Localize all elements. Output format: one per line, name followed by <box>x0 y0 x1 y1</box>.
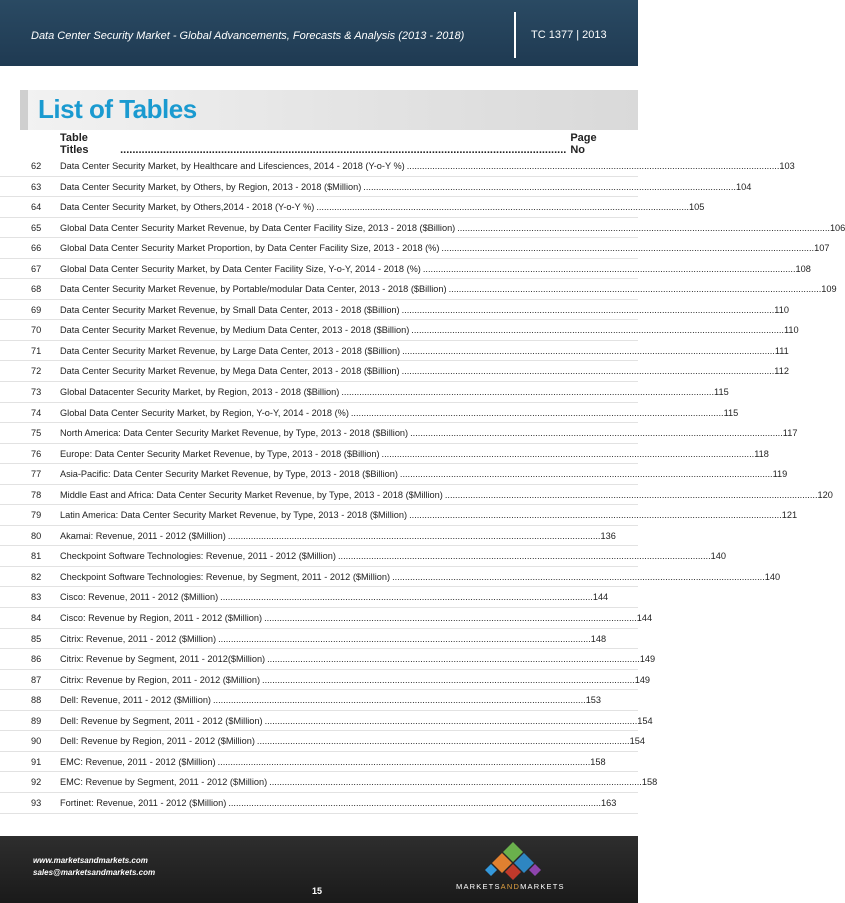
table-title: Data Center Security Market Revenue, by Small Data Center, 2013 - 2018 ($Billion) <box>60 304 400 315</box>
table-entry-row[interactable] <box>0 649 656 670</box>
table-entry-row[interactable] <box>0 403 739 424</box>
leader-dots: .................................................................................................................................................. <box>363 181 736 192</box>
leader-dots: .................................................................................................................................................. <box>410 428 783 439</box>
table-page-number: 107 <box>814 243 830 254</box>
table-entry <box>60 407 739 418</box>
table-title: Data Center Security Market, by Others, by Region, 2013 - 2018 ($Million) <box>60 181 362 192</box>
leader-dots: .................................................................................................................................................. <box>262 674 635 685</box>
table-number: 75 <box>31 428 42 439</box>
table-number: 79 <box>31 510 42 521</box>
report-title: Data Center Security Market - Global Advancements, Forecasts & Analysis (2013 - 2018) <box>31 30 465 42</box>
leader-dots: .................................................................................................................................................. <box>256 736 630 747</box>
leader-dots: .................................................................................................................................................. <box>267 654 640 665</box>
table-column-header <box>60 132 600 156</box>
table-number: 71 <box>31 345 42 356</box>
table-entry <box>60 613 653 624</box>
table-entry-row[interactable] <box>0 197 705 218</box>
table-of-contents-list <box>0 156 845 814</box>
leader-dots: .................................................................................................................................................. <box>341 387 715 398</box>
table-title: Global Data Center Security Market, by Region, Y-o-Y, 2014 - 2018 (%) <box>60 407 349 418</box>
table-number: 62 <box>31 161 42 171</box>
leader-dots: .................................................................................................................................................. <box>402 345 775 356</box>
leader-dots: .................................................................................................................................................. <box>399 469 773 480</box>
table-page-number: 112 <box>774 366 789 377</box>
leader-dots: .................................................................................................................................................. <box>213 695 586 706</box>
leader-dots: .................................................................................................................................................. <box>337 551 711 562</box>
table-number: 80 <box>31 530 42 541</box>
table-page-number: 154 <box>629 736 645 747</box>
table-entry-row[interactable] <box>0 279 837 300</box>
table-page-number: 108 <box>795 263 811 274</box>
table-entry <box>60 797 617 808</box>
table-title: Cisco: Revenue by Region, 2011 - 2012 ($Million) <box>60 613 263 624</box>
leader-dots: .................................................................................................................................................. <box>217 756 591 767</box>
table-entry-row[interactable] <box>0 156 795 177</box>
leader-dots: .................................................................................................................................................. <box>392 571 765 582</box>
table-entry-row[interactable] <box>0 608 653 629</box>
table-title: Citrix: Revenue by Region, 2011 - 2012 ($Million) <box>60 674 261 685</box>
table-number: 63 <box>31 181 42 192</box>
table-entry-row[interactable] <box>0 382 729 403</box>
table-page-number: 140 <box>764 571 781 582</box>
table-entry <box>60 777 658 788</box>
leader-dots: .................................................................................................................................................. <box>264 715 638 726</box>
table-title: Latin America: Data Center Security Market Revenue, by Type, 2013 - 2018 ($Million) <box>60 510 408 521</box>
table-page-number: 140 <box>710 551 726 562</box>
table-title: Citrix: Revenue, 2011 - 2012 ($Million) <box>60 633 217 644</box>
leader-dots: .................................................................................................................................................. <box>422 263 796 274</box>
leader-dots: .................................................................................................................................................. <box>448 284 822 295</box>
table-number: 92 <box>31 777 42 788</box>
table-number: 90 <box>31 736 42 747</box>
leader-dots: .................................................................................................................................................. <box>220 592 593 603</box>
table-title: EMC: Revenue, 2011 - 2012 ($Million) <box>60 756 216 767</box>
table-title: Data Center Security Market, by Others,2014 - 2018 (Y-o-Y %) <box>60 202 315 213</box>
table-title: North America: Data Center Security Market Revenue, by Type, 2013 - 2018 ($Billion) <box>60 428 409 439</box>
table-page-number: 106 <box>829 222 845 233</box>
table-entry <box>60 715 653 726</box>
table-entry-row[interactable] <box>0 464 788 485</box>
table-page-number: 154 <box>637 715 653 726</box>
table-page-number: 144 <box>636 613 653 624</box>
table-number: 84 <box>31 613 42 624</box>
table-entry <box>60 345 789 356</box>
table-entry <box>60 469 788 480</box>
table-entry <box>60 428 798 439</box>
table-entry-row[interactable] <box>0 444 769 465</box>
table-page-number: 148 <box>590 633 607 644</box>
table-title: Data Center Security Market Revenue, by Large Data Center, 2013 - 2018 ($Billion) <box>60 345 401 356</box>
table-title: Dell: Revenue, 2011 - 2012 ($Million) <box>60 695 211 706</box>
leader-dots: .................................................................................................................................................. <box>401 366 775 377</box>
table-entry <box>60 736 645 747</box>
table-number: 76 <box>31 448 42 459</box>
table-number: 81 <box>31 551 42 562</box>
table-number: 67 <box>31 263 42 274</box>
table-entry-row[interactable] <box>0 341 789 362</box>
table-entry-row[interactable] <box>0 177 752 198</box>
table-entry-row[interactable] <box>0 690 638 711</box>
table-number: 93 <box>31 797 42 808</box>
table-entry <box>60 510 798 521</box>
table-title: Europe: Data Center Security Market Revenue, by Type, 2013 - 2018 ($Billion) <box>60 448 380 459</box>
table-page-number: 104 <box>735 181 752 192</box>
leader-dots: .................................................................................................................................................. <box>350 407 724 418</box>
table-entry <box>60 387 729 398</box>
footer-email-link[interactable]: sales@marketsandmarkets.com <box>33 868 156 877</box>
page-number: 15 <box>312 886 323 896</box>
page-title: List of Tables <box>38 94 197 124</box>
table-title: Global Datacenter Security Market, by Region, 2013 - 2018 ($Billion) <box>60 387 340 398</box>
table-page-number: 136 <box>600 530 616 541</box>
table-number: 83 <box>31 592 42 603</box>
table-number: 66 <box>31 243 42 254</box>
table-title: Asia-Pacific: Data Center Security Market Revenue, by Type, 2013 - 2018 ($Billion) <box>60 469 398 480</box>
table-entry-row[interactable] <box>0 505 798 526</box>
table-entry-row[interactable] <box>0 731 645 752</box>
leader-dots: .................................................................................................................................................. <box>411 325 784 336</box>
table-entry <box>60 366 789 377</box>
table-number: 88 <box>31 695 42 706</box>
table-page-number: 120 <box>817 489 833 500</box>
table-number: 72 <box>31 366 42 377</box>
table-entry-row[interactable] <box>0 259 811 280</box>
table-title: Dell: Revenue by Segment, 2011 - 2012 ($Million) <box>60 715 263 726</box>
table-title: Data Center Security Market Revenue, by Mega Data Center, 2013 - 2018 ($Billion) <box>60 366 400 377</box>
table-entry <box>60 448 769 459</box>
table-title: Cisco: Revenue, 2011 - 2012 ($Million) <box>60 592 219 603</box>
leader-dots: .................................................................................................................................................. <box>441 243 815 254</box>
leader-dots: .................................................................................................................................................. <box>381 448 755 459</box>
table-entry <box>60 284 837 295</box>
table-entry-row[interactable] <box>0 567 781 588</box>
table-entry <box>60 181 752 192</box>
table-entry <box>60 633 607 644</box>
table-page-number: 110 <box>783 325 799 336</box>
column-titles-label: Table Titles <box>60 132 89 156</box>
table-entry-row[interactable] <box>0 772 658 793</box>
table-number: 78 <box>31 489 42 500</box>
table-entry-row[interactable] <box>0 485 833 506</box>
table-page-number: 115 <box>714 387 729 398</box>
column-page-label: Page No <box>570 132 597 156</box>
table-page-number: 121 <box>781 510 798 521</box>
table-entry-row[interactable] <box>0 793 638 814</box>
table-entry-row[interactable] <box>0 711 653 732</box>
table-title: Data Center Security Market Revenue, by Portable/modular Data Center, 2013 - 2018 ($Billion) <box>60 284 447 295</box>
table-entry <box>60 592 609 603</box>
table-title: Akamai: Revenue, 2011 - 2012 ($Million) <box>60 530 226 541</box>
table-entry-row[interactable] <box>0 423 798 444</box>
leader-dots: .................................................................................................................................................. <box>227 530 601 541</box>
table-title: Global Data Center Security Market Revenue, by Data Center Facility Size, 2013 - 2018 ($Billion) <box>60 222 456 233</box>
table-entry <box>60 222 845 233</box>
table-entry-row[interactable] <box>0 546 726 567</box>
table-entry-row[interactable] <box>0 320 799 341</box>
table-page-number: 109 <box>821 284 837 295</box>
leader-dots: .................................................................................................................................................. <box>444 489 818 500</box>
leader-dots: .................................................................................................................................................. <box>316 202 689 213</box>
table-entry <box>60 571 781 582</box>
table-page-number: 111 <box>774 345 789 356</box>
table-title: Global Data Center Security Market Proportion, by Data Center Facility Size, 2013 - 2018 (%) <box>60 243 440 254</box>
table-entry-row[interactable] <box>0 218 845 239</box>
table-page-number: 144 <box>592 592 609 603</box>
table-page-number: 158 <box>590 756 606 767</box>
report-code: TC 1377 | 2013 <box>531 29 607 41</box>
table-number: 64 <box>31 202 42 213</box>
table-page-number: 117 <box>782 428 798 439</box>
table-number: 73 <box>31 387 42 398</box>
leader-dots: .................................................................................................................................................. <box>409 510 782 521</box>
table-page-number: 149 <box>639 654 656 665</box>
table-page-number: 119 <box>772 469 788 480</box>
leader-dots: .................................................................................................................................................. <box>406 161 780 171</box>
table-number: 74 <box>31 407 42 418</box>
table-entry <box>60 695 602 706</box>
table-entry-row[interactable] <box>0 300 789 321</box>
table-entry <box>60 304 789 315</box>
table-entry <box>60 161 795 171</box>
table-page-number: 115 <box>723 407 739 418</box>
table-number: 87 <box>31 674 42 685</box>
table-page-number: 103 <box>779 161 795 171</box>
leader-dots: .................................................................................................................................................. <box>218 633 591 644</box>
table-title: Global Data Center Security Market, by Data Center Facility Size, Y-o-Y, 2014 - 2018 (%) <box>60 263 421 274</box>
table-number: 70 <box>31 325 42 336</box>
header-divider <box>514 12 516 58</box>
table-title: Data Center Security Market, by Healthcare and Lifesciences, 2014 - 2018 (Y-o-Y %) <box>60 161 405 171</box>
table-entry-row[interactable] <box>0 526 638 547</box>
company-logo-icon <box>483 840 543 882</box>
table-page-number: 149 <box>634 674 651 685</box>
table-entry <box>60 243 830 254</box>
table-number: 65 <box>31 222 42 233</box>
table-number: 68 <box>31 284 42 295</box>
table-entry <box>60 530 616 541</box>
table-entry <box>60 756 606 767</box>
table-entry-row[interactable] <box>0 361 789 382</box>
table-title: Middle East and Africa: Data Center Security Market Revenue, by Type, 2013 - 2018 ($Million) <box>60 489 443 500</box>
table-page-number: 158 <box>641 777 658 788</box>
leader-dots: .................................................................................................................................................. <box>457 222 830 233</box>
table-number: 77 <box>31 469 42 480</box>
table-entry-row[interactable] <box>0 587 638 608</box>
table-entry-row[interactable] <box>0 752 638 773</box>
leader-dots: .................................................................................................................................................. <box>401 304 775 315</box>
table-entry <box>60 202 705 213</box>
table-title: Fortinet: Revenue, 2011 - 2012 ($Million) <box>60 797 227 808</box>
table-title: Checkpoint Software Technologies: Revenue, 2011 - 2012 ($Million) <box>60 551 336 562</box>
footer-website-link[interactable]: www.marketsandmarkets.com <box>33 856 148 865</box>
table-title: Data Center Security Market Revenue, by Medium Data Center, 2013 - 2018 ($Billion) <box>60 325 410 336</box>
table-entry <box>60 551 726 562</box>
table-title: Citrix: Revenue by Segment, 2011 - 2012($Million) <box>60 654 266 665</box>
table-page-number: 163 <box>601 797 617 808</box>
table-entry <box>60 325 799 336</box>
table-number: 91 <box>31 756 42 767</box>
table-entry <box>60 674 651 685</box>
table-number: 82 <box>31 571 42 582</box>
table-page-number: 105 <box>689 202 705 213</box>
table-entry-row[interactable] <box>0 238 830 259</box>
table-entry-row[interactable] <box>0 670 651 691</box>
table-page-number: 118 <box>754 448 769 459</box>
table-title: Checkpoint Software Technologies: Revenue, by Segment, 2011 - 2012 ($Million) <box>60 571 391 582</box>
table-number: 69 <box>31 304 42 315</box>
table-number: 86 <box>31 654 42 665</box>
table-entry <box>60 489 833 500</box>
column-header-leader-dots: .................................................................................................................................................. <box>120 144 567 156</box>
report-header <box>0 0 638 66</box>
leader-dots: .................................................................................................................................................. <box>269 777 642 788</box>
table-title: EMC: Revenue by Segment, 2011 - 2012 ($Million) <box>60 777 268 788</box>
table-number: 85 <box>31 633 42 644</box>
table-entry <box>60 654 656 665</box>
table-entry-row[interactable] <box>0 629 638 650</box>
leader-dots: .................................................................................................................................................. <box>264 613 637 624</box>
table-number: 89 <box>31 715 42 726</box>
leader-dots: .................................................................................................................................................. <box>228 797 601 808</box>
table-entry <box>60 263 811 274</box>
company-logo-text: MARKETSANDMARKETS <box>456 882 565 891</box>
table-title: Dell: Revenue by Region, 2011 - 2012 ($Million) <box>60 736 255 747</box>
table-page-number: 153 <box>585 695 602 706</box>
table-page-number: 110 <box>774 304 789 315</box>
title-accent-bar <box>20 90 28 130</box>
